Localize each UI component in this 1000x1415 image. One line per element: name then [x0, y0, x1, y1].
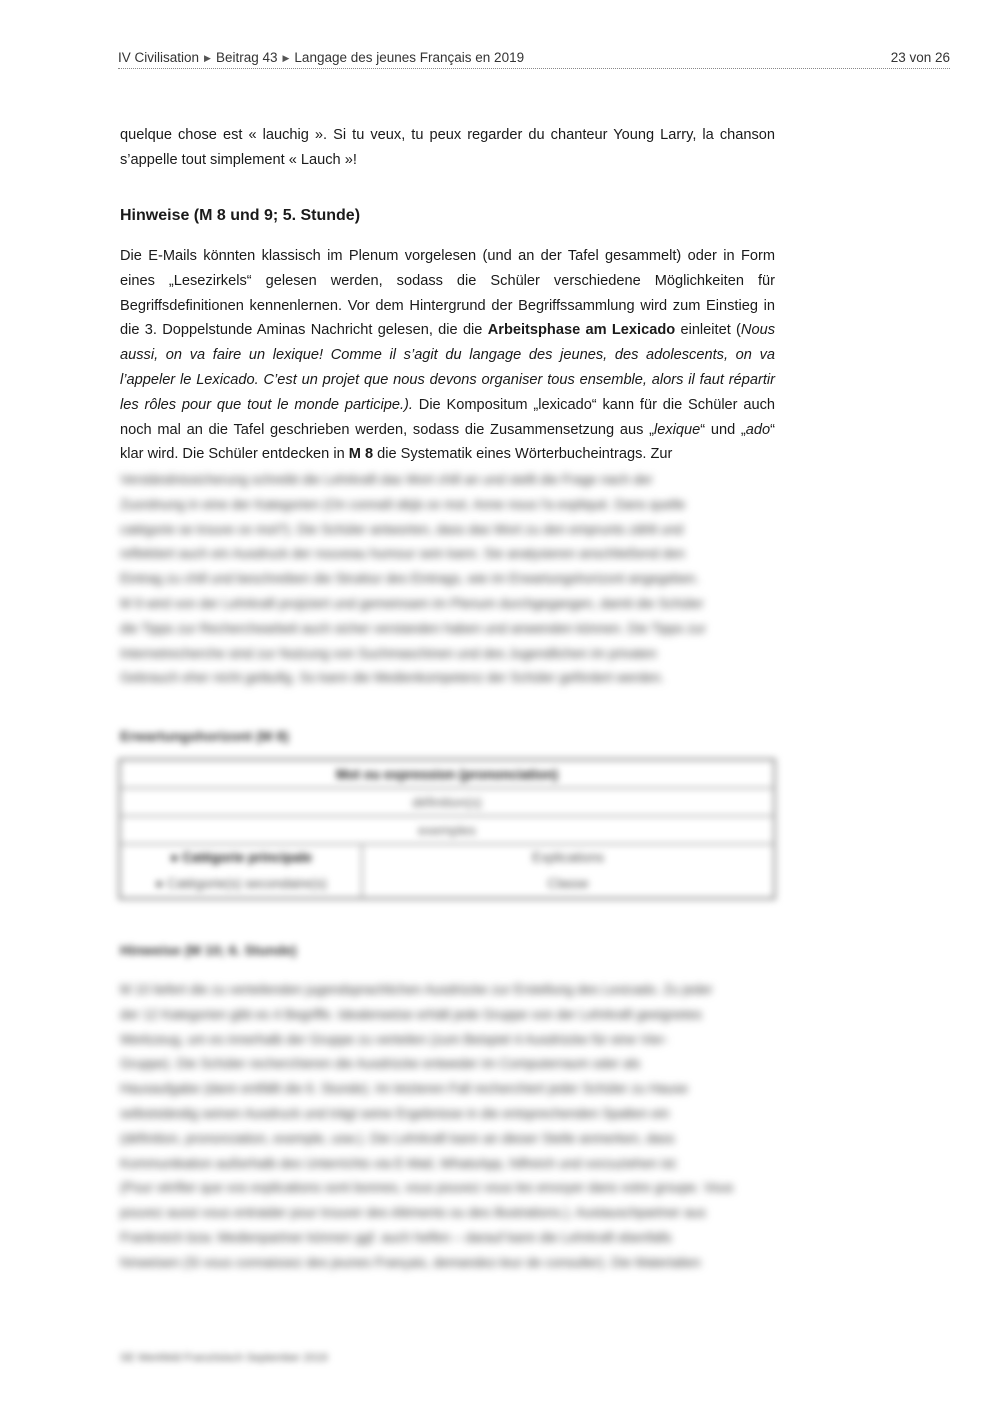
blurred-line: Verständnissicherung schreibt die Lehrkraft das Wort chill an und stellt die Frage nach der: [120, 472, 653, 487]
blurred-line: M 10 liefert die zu verteilenden jugendsprachlichen Ausdrücke zur Erstellung des Lexicado. Zu jeder: [120, 982, 713, 997]
breadcrumb-item: Langage des jeunes Français en 2019: [294, 50, 525, 65]
table-cell: Mot ou expression (prononciation): [120, 760, 774, 788]
table-cell: définition(s): [120, 788, 774, 816]
breadcrumb: [118, 50, 524, 65]
blurred-line: (Pour vérifier que vos explications sont bonnes, vous pouvez vous les envoyer dans votre groupe. Vous: [120, 1180, 734, 1196]
category-line: [121, 871, 361, 897]
blurred-line: Frankreich bzw. Medienpartner können ggf. auch helfen – darauf kann die Lehrkraft ebenfalls: [120, 1229, 672, 1245]
bold-run: Arbeitsphase am Lexicado: [487, 322, 676, 339]
page-footer: SE Werkfeld Französisch September 2019: [120, 1352, 328, 1364]
blurred-line: Internetrecherche sind zur Nutzung von Suchmaschinen und des Jugendlichen im privaten: [120, 645, 657, 661]
category-line: [121, 845, 361, 871]
italic-run: ado: [745, 421, 771, 438]
blurred-line: Gebrauch eher nicht geläufig. So kann die Medienkompetenz der Schüler gefördert werden.: [120, 670, 665, 686]
table-cell: [120, 844, 362, 898]
blurred-line: Werkzeug, um es innerhalb der Gruppe zu verteilen (zum Beispiel 4 Ausdrücke für eine Vier-: [120, 1031, 669, 1047]
section-heading: Hinweise (M 8 und 9; 5. Stunde): [120, 207, 361, 224]
blurred-line: catégorie se trouve ce mot?). Die Schüler antworten, dass das Wort zu den emprunts zählt und: [120, 521, 684, 537]
blurred-line: Hausaufgabe (dann entfällt die 6. Stunde). Im letzteren Fall recherchiert jeder Schüler zu Hause: [120, 1081, 688, 1097]
text-run: Die E-Mails könnten klassisch im Plenum vorgelesen (und an der Tafel gesammelt) oder in Form eines „Lesezirkels“ gelesen werden, sodass die Schüler verschiedene Möglichkeiten für Begriffsdefinitionen kennenlernen. Vor dem Hintergrund der Begriffssammlung wird zum Einstieg in die 3. Doppelstunde Aminas Nachricht gelesen, die die: [120, 248, 775, 339]
explanation-label: Explications: [531, 850, 605, 865]
text-run: einleitet (: [675, 322, 741, 339]
page-header: [118, 48, 950, 69]
blurred-paragraph: [120, 978, 775, 1276]
blurred-line: Kommunikation außerhalb des Unterrichts via E-Mail, WhatsApp, hilfreich und vorzuziehen ist:: [120, 1155, 679, 1171]
blurred-line: Zuordnung in eine der Kategorien (On connaît déjà ce mot. Anne nous l'a expliqué. Dans quelle: [120, 496, 686, 512]
table-cell: exemples: [120, 816, 774, 844]
blurred-line: selbstständig seinen Ausdruck und trägt seine Ergebnisse in die entsprechenden Spalten ein: [120, 1105, 670, 1121]
blurred-line: der 12 Kategorien gibt es 4 Begriffe. Idealerweise erhält jede Gruppe von der Lehrkraft geeignetes: [120, 1006, 702, 1022]
hinweise-paragraph: [120, 244, 775, 467]
blurred-line: pouvez aussi vous entraider pour trouver des éléments ou des illustrations.). Austauschpartner aus: [120, 1205, 706, 1221]
blurred-line: Gruppe). Die Schüler recherchieren die Ausdrücke entweder im Computerraum oder als: [120, 1056, 641, 1072]
category-label: Catégorie principale: [182, 850, 312, 865]
page-number: 23 von 26: [890, 50, 950, 65]
blurred-line: (définition, prononciation, exemple, usw.). Die Lehrkraft kann an dieser Stelle anmerken, dass: [120, 1130, 675, 1146]
bold-run: M 8: [348, 446, 374, 463]
text-run: “ und „: [700, 421, 746, 438]
text-run: die Systematik eines Wörterbucheintrags. Zur: [373, 446, 673, 463]
blurred-paragraph: [120, 468, 775, 691]
triangle-right-icon: ▶: [204, 53, 211, 63]
blurred-line: Eintrag zu chill und beschreiben die Struktur des Eintrags, wie im Erwartungshorizont angegeben.: [120, 571, 700, 587]
blurred-line: hinweisen (Si vous connaissez des jeunes Français, demandez-leur de consulter). Die Materialien: [120, 1254, 701, 1270]
bullet-icon: ●: [170, 850, 179, 865]
breadcrumb-item: IV Civilisation: [118, 50, 200, 65]
section-heading: Hinweise (M 10; 6. Stunde): [120, 942, 297, 958]
bullet-icon: ●: [155, 876, 164, 891]
intro-paragraph: [120, 123, 775, 173]
italic-run: Nous aussi, on va faire un lexique! Comme il s’agit du langage des jeunes, des adolescents, on va l’appeler le Lexicado. C’est un projet que nous devons organiser tous ensemble, alors il faut répartir les rôles pour que tout le monde participe.).: [120, 322, 775, 413]
intro-line: quelque chose est « lauchig ». Si tu veux, tu peux regarder du chanteur Young Larry, la chanson: [120, 127, 775, 143]
section-heading: Erwartungshorizont (M 8): [120, 728, 289, 744]
dictionary-entry-table: [118, 758, 776, 900]
italic-run: lexique: [654, 421, 701, 438]
text-run: “ klar wird. Die Schüler entdecken in: [120, 421, 775, 463]
intro-line: s’appelle tout simplement « Lauch »!: [120, 151, 357, 168]
blurred-line: M 9 wird von der Lehrkraft projiziert und gemeinsam im Plenum durchgegangen, damit die Schüler: [120, 595, 704, 611]
blurred-line: reflektiert auch ein Ausdruck der nouveau humour sein kann. Sie analysieren anschließend den: [120, 546, 685, 562]
triangle-right-icon: ▶: [282, 53, 290, 63]
table-cell: [362, 844, 774, 898]
class-label: Classe: [547, 876, 589, 891]
blurred-line: die Tipps zur Recherchearbeit auch sicher verstanden haben und anwenden können. Die Tipps zur: [120, 620, 706, 636]
text-run: Die Kompositum „lexicado“ kann für die Schüler auch noch mal an die Tafel geschrieben werden, sodass die Zusammensetzung aus „: [120, 396, 775, 438]
breadcrumb-item: Beitrag 43: [215, 50, 278, 65]
category-label: Catégorie(s) secondaire(s): [167, 876, 327, 891]
